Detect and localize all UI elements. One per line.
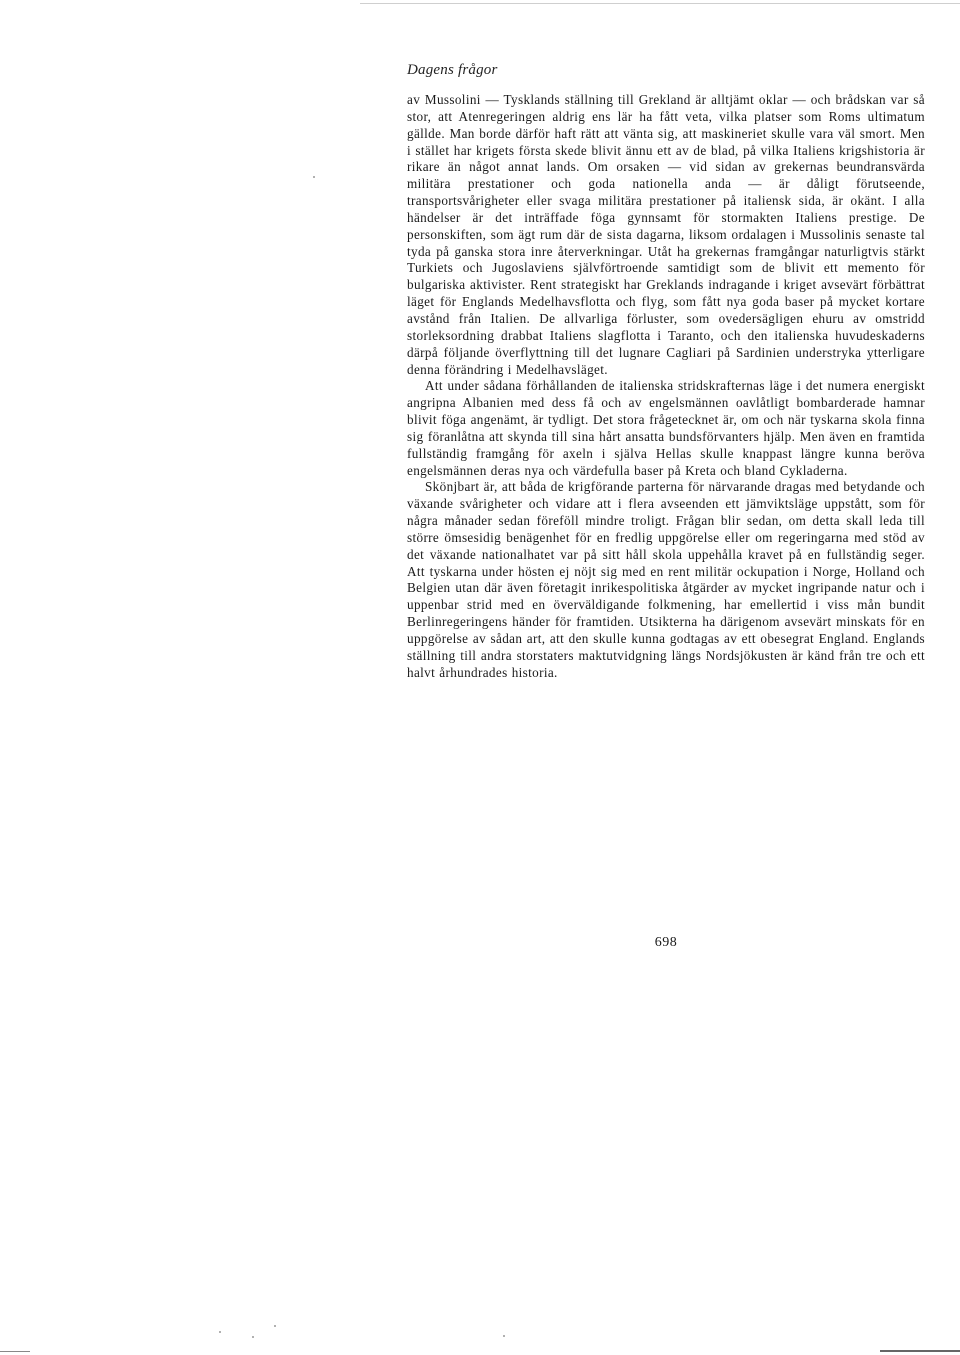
scan-speck	[503, 1335, 505, 1337]
paragraph-3: Skönjbart är, att båda de krigförande parterna för närvarande dragas med betydande och växande svårigheter och vidare att i flera avseenden ett jämviktsläge uppstått, som för några månader sedan föreföll mindre troligt. Frågan blir sedan, om detta skall leda till större ömsesidig benägenhet för en fredlig uppgörelse eller om regeringarna med stöd av det växande nationalhatet var på sitt håll skola uppehålla kravet på en fullständig seger. Att tyskarna under hösten ej nöjt sig med en rent militär ockupation i Norge, Holland och Belgien utan där även företagit inrikespolitiska åtgärder av mycket ingripande natur och i uppenbar strid med en överväldigande folkmening, har emellertid i viss mån bundit Berlinregeringens händer för framtiden. Utsikterna ha därigenom avsevärt minskats för en uppgörelse av sådan art, att den skulle kunna godtagas av ett obesegrat England. Englands ställning till andra storstaters maktutvidgning längs Nordsjökusten är känd från tre och ett halvt århundrades historia.	[407, 479, 925, 680]
scan-speck	[219, 1331, 221, 1333]
page-number: 698	[654, 935, 678, 950]
scan-speck	[252, 1336, 254, 1338]
paragraph-2: Att under sådana förhållanden de italienska stridskrafternas läge i det numera energiskt angripna Albanien med dess få och av engelsmännen oavlåtligt bombarderade hamnar blivit föga angenämt, är tydligt. Det stora frågetecknet är, om och när tyskarna skola finna sig föranlåtna att skynda till sina hårt ansatta bundsförvanters hjälp. Men även en framtida fullständig framgång för axeln i själva Hellas skulle knappast längre kunna beröva engelsmännen deras nya och värdefulla baser på Kreta och bland Cykladerna.	[407, 378, 925, 478]
scan-speck	[313, 176, 315, 178]
paragraph-1: av Mussolini — Tysklands ställning till Grekland är alltjämt oklar — och brådskan var så stor, att Atenregeringen aldrig ens lär ha fått veta, vilka platser som Roms ultimatum gällde. Man borde därför haft rätt att vänta sig, att maskineriet skulle vara väl smort. Men i stället har krigets första skede blivit ännu ett av de blad, på vilka Italiens krigshistoria är rikare än något annat lands. Om orsaken — vid sidan av grekernas beundransvärda militära prestationer och goda nationella anda — är dåligt förutseende, transportsvårigheter eller svaga militära prestationer på italiensk sida, är okänt. I alla händelser är det inträffade föga gynnsamt för stormakten Italiens prestige. De personskiften, som ägt rum där de sista dagarna, liksom ordalagen i Mussolinis senaste tal tyda på ganska stora inre återverkningar. Utåt ha grekernas framgångar naturligtvis stärkt Turkiets och Jugoslaviens självförtroende samtidigt som de blivit ett memento för bulgariska aktivister. Rent strategiskt har Greklands indragande i kriget avsevärt förbättrat läget för Englands Medelhavsflotta och flyg, som fått nya goda baser på mycket kortare avstånd från Italien. De allvarliga förluster, som ovedersägligen ehuru av omstridd storleksordning drabbat Italiens slagflotta i Taranto, och den italienska huvudeskaderns därpå följande överflyttning till det lugnare Cagliari på Sardinien understryka ytterligare denna förändring i Medelhavsläget.	[407, 92, 925, 377]
running-head: Dagens frågor	[407, 62, 498, 78]
scan-edge-mark	[0, 1351, 30, 1352]
scan-speck	[274, 1325, 276, 1327]
article-body	[407, 92, 925, 682]
scan-edge-mark	[880, 1350, 960, 1352]
top-scan-edge	[360, 3, 960, 4]
